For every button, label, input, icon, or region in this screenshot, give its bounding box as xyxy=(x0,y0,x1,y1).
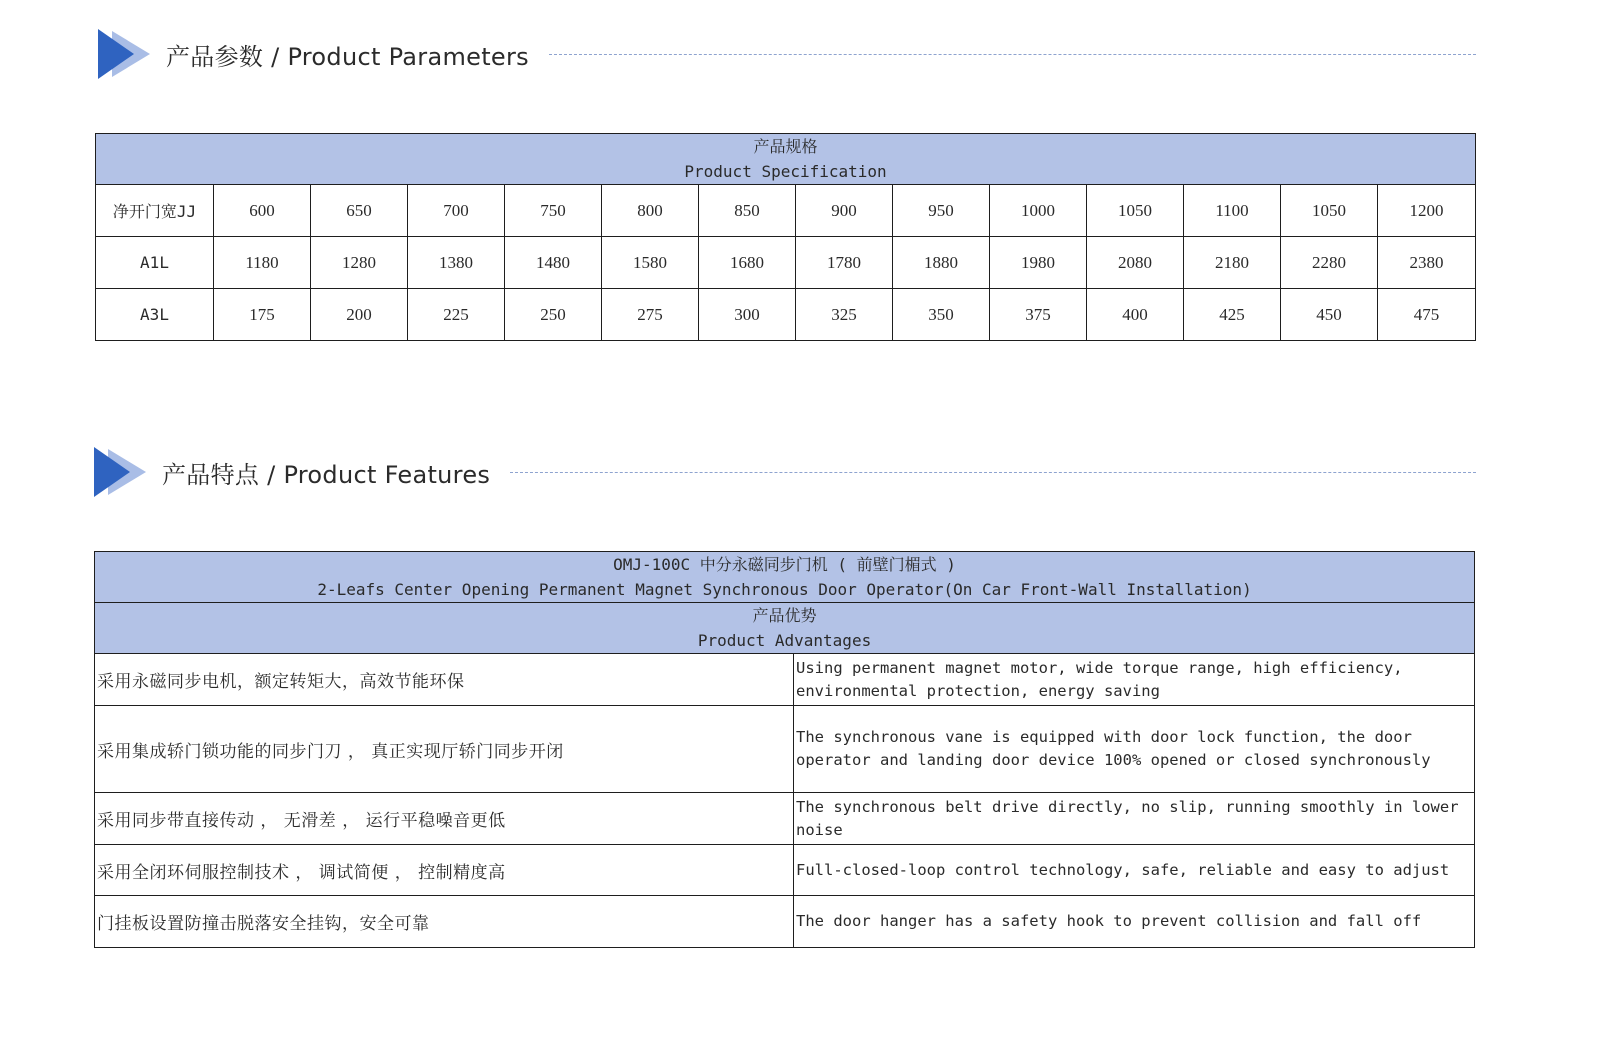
table-row xyxy=(95,845,1475,896)
model-header-en: 2-Leafs Center Opening Permanent Magnet Synchronous Door Operator(On Car Front-Wall Installation) xyxy=(317,580,1252,599)
dashed-divider xyxy=(549,54,1476,55)
spec-header-cn: 产品规格 xyxy=(753,137,818,156)
table-cell: 800 xyxy=(602,185,699,237)
table-cell: 750 xyxy=(505,185,602,237)
table-cell: 400 xyxy=(1087,289,1184,341)
table-cell: 475 xyxy=(1378,289,1476,341)
table-cell: 900 xyxy=(796,185,893,237)
advantages-header-cn: 产品优势 xyxy=(752,606,817,625)
feature-cn: 门挂板设置防撞击脱落安全挂钩，安全可靠 xyxy=(95,896,794,948)
table-cell: 1580 xyxy=(602,237,699,289)
table-cell: 700 xyxy=(408,185,505,237)
table-cell: 650 xyxy=(311,185,408,237)
table-row xyxy=(96,237,1476,289)
table-row xyxy=(95,896,1475,948)
features-table xyxy=(94,551,1475,948)
table-cell: 425 xyxy=(1184,289,1281,341)
table-cell: 300 xyxy=(699,289,796,341)
section-title: 产品参数 / Product Parameters xyxy=(166,42,529,71)
table-row xyxy=(95,654,1475,706)
table-cell: 1280 xyxy=(311,237,408,289)
advantages-header xyxy=(95,603,1475,654)
table-cell: 175 xyxy=(214,289,311,341)
table-cell: 1050 xyxy=(1087,185,1184,237)
table-cell: 600 xyxy=(214,185,311,237)
row-label: A3L xyxy=(96,289,214,341)
feature-en: The synchronous belt drive directly, no slip, running smoothly in lower noise xyxy=(794,793,1475,845)
table-row xyxy=(95,706,1475,793)
table-row xyxy=(95,793,1475,845)
table-cell: 275 xyxy=(602,289,699,341)
row-label: 净开门宽JJ xyxy=(96,185,214,237)
table-cell: 950 xyxy=(893,185,990,237)
table-cell: 2080 xyxy=(1087,237,1184,289)
table-cell: 1980 xyxy=(990,237,1087,289)
table-cell: 1100 xyxy=(1184,185,1281,237)
section-header-parameters xyxy=(96,28,1476,80)
row-label: A1L xyxy=(96,237,214,289)
model-header xyxy=(95,552,1475,603)
table-cell: 450 xyxy=(1281,289,1378,341)
feature-cn: 采用同步带直接传动 ， 无滑差 ， 运行平稳噪音更低 xyxy=(95,793,794,845)
table-cell: 325 xyxy=(796,289,893,341)
table-row xyxy=(96,289,1476,341)
feature-cn: 采用集成轿门锁功能的同步门刀 ， 真正实现厅轿门同步开闭 xyxy=(95,706,794,793)
feature-en: Full-closed-loop control technology, safe, reliable and easy to adjust xyxy=(794,845,1475,896)
section-header-features xyxy=(92,446,1476,498)
feature-cn: 采用全闭环伺服控制技术 ， 调试简便 ， 控制精度高 xyxy=(95,845,794,896)
table-cell: 350 xyxy=(893,289,990,341)
section-title: 产品特点 / Product Features xyxy=(162,460,491,489)
table-cell: 850 xyxy=(699,185,796,237)
table-cell: 1000 xyxy=(990,185,1087,237)
dashed-divider xyxy=(510,472,1476,473)
double-arrow-icon xyxy=(96,28,154,80)
table-cell: 1880 xyxy=(893,237,990,289)
table-cell: 225 xyxy=(408,289,505,341)
table-cell: 200 xyxy=(311,289,408,341)
table-cell: 1180 xyxy=(214,237,311,289)
table-cell: 375 xyxy=(990,289,1087,341)
feature-en: The door hanger has a safety hook to prevent collision and fall off xyxy=(794,896,1475,948)
table-cell: 2380 xyxy=(1378,237,1476,289)
table-cell: 1480 xyxy=(505,237,602,289)
table-cell: 1680 xyxy=(699,237,796,289)
table-cell: 2280 xyxy=(1281,237,1378,289)
table-cell: 1200 xyxy=(1378,185,1476,237)
table-cell: 1380 xyxy=(408,237,505,289)
spec-table xyxy=(95,133,1476,341)
spec-header xyxy=(96,134,1476,185)
spec-header-en: Product Specification xyxy=(684,162,887,181)
advantages-header-en: Product Advantages xyxy=(697,631,872,650)
table-cell: 1780 xyxy=(796,237,893,289)
table-row xyxy=(96,185,1476,237)
table-cell: 2180 xyxy=(1184,237,1281,289)
double-arrow-icon xyxy=(92,446,150,498)
feature-en: The synchronous vane is equipped with door lock function, the door operator and landing door device 100% opened or closed synchronously xyxy=(794,706,1475,793)
table-cell: 250 xyxy=(505,289,602,341)
feature-en: Using permanent magnet motor, wide torque range, high efficiency, environmental protection, energy saving xyxy=(794,654,1475,706)
model-header-cn: OMJ-100C 中分永磁同步门机 ( 前壁门楣式 ) xyxy=(613,555,956,574)
table-cell: 1050 xyxy=(1281,185,1378,237)
feature-cn: 采用永磁同步电机，额定转矩大，高效节能环保 xyxy=(95,654,794,706)
